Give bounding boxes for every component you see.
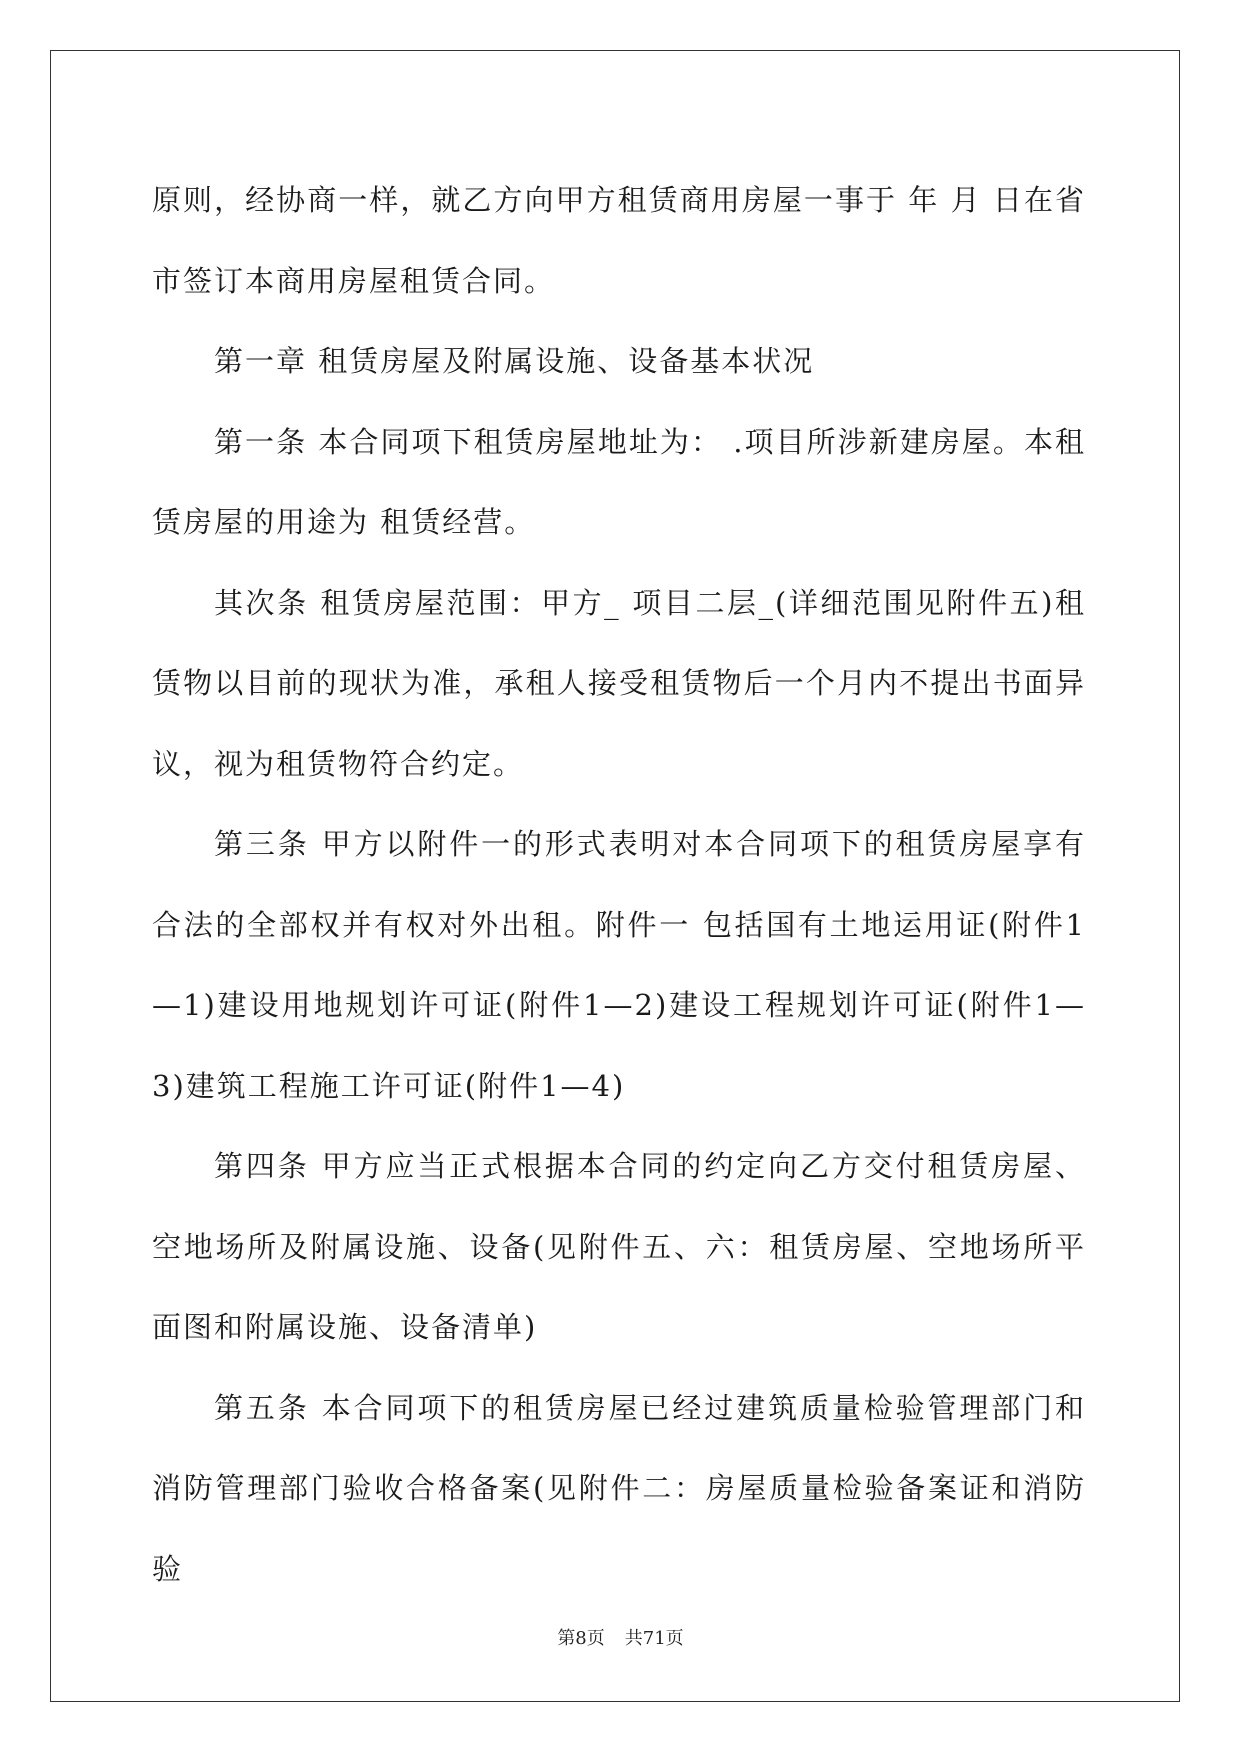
article-4: 第四条 甲方应当正式根据本合同的约定向乙方交付租赁房屋、空地场所及附属设施、设备(见附件五、六：租赁房屋、空地场所平面图和附属设施、设备清单)	[152, 1149, 1086, 1344]
page-footer	[0, 1624, 1241, 1650]
article-5: 第五条 本合同项下的租赁房屋已经过建筑质量检验管理部门和消防管理部门验收合格备案(见附件二：房屋质量检验备案证和消防验	[152, 1390, 1086, 1586]
article-1: 第一条 本合同项下租赁房屋地址为： .项目所涉新建房屋。本租赁房屋的用途为 租赁经营。	[152, 424, 1086, 539]
page-number: 第8页	[557, 1628, 605, 1649]
document-body	[152, 160, 1086, 1609]
paragraph-1: 原则，经协商一样，就乙方向甲方租赁商用房屋一事于 年 月 日在省 市签订本商用房屋租赁合同。	[152, 183, 1086, 298]
chapter-heading: 第一章 租赁房屋及附属设施、设备基本状况	[214, 344, 815, 378]
article-2: 其次条 租赁房屋范围：甲方_ 项目二层_(详细范围见附件五)租赁物以目前的现状为准，承租人接受租赁物后一个月内不提出书面异议，视为租赁物符合约定。	[152, 585, 1086, 781]
page-total: 共71页	[624, 1628, 684, 1649]
article-3: 第三条 甲方以附件一的形式表明对本合同项下的租赁房屋享有合法的全部权并有权对外出租。附件一 包括国有土地运用证(附件1—1)建设用地规划许可证(附件1—2)建设工程规划许可证(附件1—3)建筑工程施工许可证(附件1—4)	[152, 827, 1086, 1103]
